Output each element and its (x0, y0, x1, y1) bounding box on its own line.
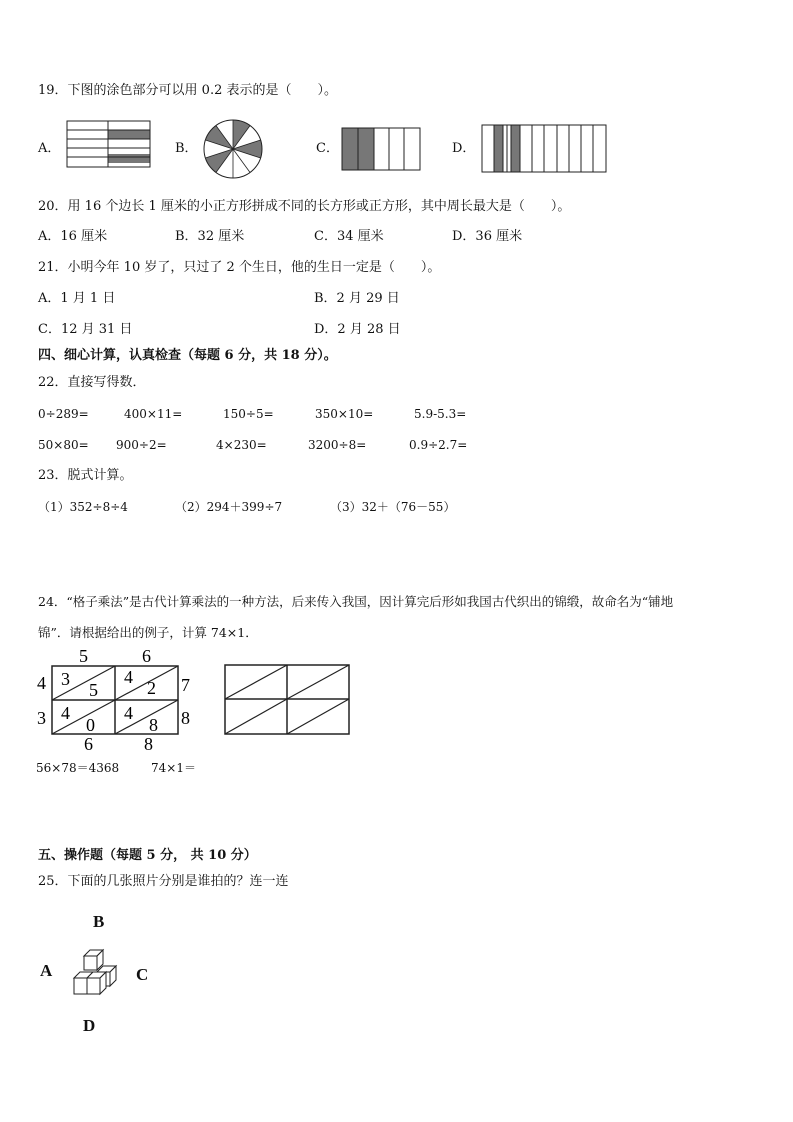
q19-figure-d (481, 124, 608, 174)
q22-item: 3200÷8= (308, 438, 367, 452)
q19-option-a-label[interactable]: A． (38, 141, 61, 156)
q19-option-c-label[interactable]: C． (316, 141, 339, 156)
q22-item: 350×10= (315, 407, 374, 421)
q20-option-d[interactable]: D．36 厘米 (452, 229, 523, 244)
q19-option-b-label[interactable]: B． (175, 141, 198, 156)
lattice-top-digit: 6 (142, 646, 151, 666)
q23-item-2: （2）294＋399÷7 (175, 500, 283, 514)
q21-stem: 21．小明今年 10 岁了，只过了 2 个生日，他的生日一定是（ ）。 (38, 260, 441, 275)
q25-label-d: D (83, 1016, 96, 1035)
q20-stem: 20．用 16 个边长 1 厘米的小正方形拼成不同的长方形或正方形，其中周长最大是（ ）。 (38, 199, 571, 214)
q22-item: 5.9-5.3= (414, 407, 467, 421)
lattice-cell-digit: 8 (149, 715, 158, 735)
q20-option-a[interactable]: A．16 厘米 (38, 229, 108, 244)
q20-option-c[interactable]: C．34 厘米 (314, 229, 384, 244)
lattice-left-digit: 3 (37, 708, 46, 728)
q19-figure-a (66, 120, 152, 168)
lattice-cell-digit: 4 (61, 703, 70, 723)
lattice-right-digit: 7 (181, 675, 190, 695)
q21-option-b[interactable]: B．2 月 29 日 (314, 291, 400, 306)
q20-option-b[interactable]: B．32 厘米 (175, 229, 245, 244)
q22-item: 900÷2= (116, 438, 167, 452)
q19-figure-c (341, 127, 421, 172)
q24-stem-line1: 24．“格子乘法”是古代计算乘法的一种方法，后来传入我国，因计算完后形如我国古代织出的锦缎，故命名为“铺地 (38, 594, 674, 609)
lattice-cell-digit: 5 (89, 680, 98, 700)
lattice-example (35, 648, 195, 753)
q21-option-a[interactable]: A．1 月 1 日 (38, 291, 116, 306)
lattice-right-digit: 8 (181, 708, 190, 728)
q19-figure-b (203, 119, 263, 179)
lattice-left-digit: 4 (37, 673, 46, 693)
q22-item: 400×11= (124, 407, 183, 421)
q25-label-c: C (136, 965, 149, 984)
lattice-bottom-digit: 8 (144, 734, 153, 754)
q22-item: 0.9÷2.7= (409, 438, 468, 452)
q19-option-d-label[interactable]: D． (452, 141, 476, 156)
q21-option-d[interactable]: D．2 月 28 日 (314, 322, 401, 337)
q22-item: 150÷5= (223, 407, 274, 421)
q22-item: 50×80= (38, 438, 89, 452)
q23-stem: 23．脱式计算。 (38, 468, 133, 483)
q25-stem: 25．下面的几张照片分别是谁拍的？连一连 (38, 874, 289, 889)
lattice-cell-digit: 4 (124, 667, 133, 687)
lattice-cell-digit: 4 (124, 703, 133, 723)
q22-item: 4×230= (216, 438, 267, 452)
q25-label-b: B (93, 912, 105, 931)
q24-stem-line2: 锦”．请根据给出的例子，计算 74×1． (38, 625, 258, 640)
cube-stack-figure (70, 948, 120, 1002)
q22-item: 0÷289= (38, 407, 89, 421)
q24-example: 56×78＝4368 (36, 761, 120, 775)
lattice-cell-digit: 3 (61, 669, 70, 689)
lattice-cell-digit: 2 (147, 678, 156, 698)
q23-item-3: （3）32＋（76－55） (330, 500, 456, 514)
q21-option-c[interactable]: C．12 月 31 日 (38, 322, 133, 337)
lattice-top-digit: 5 (79, 646, 88, 666)
lattice-blank[interactable] (224, 664, 350, 736)
q19-stem: 19．下图的涂色部分可以用 0.2 表示的是（ ）。 (38, 83, 337, 98)
q25-label-a: A (40, 961, 53, 980)
section-5-heading: 五、操作题（每题 5 分， 共 10 分） (38, 848, 257, 863)
lattice-bottom-digit: 6 (84, 734, 93, 754)
section-4-heading: 四、细心计算，认真检查（每题 6 分，共 18 分）。 (38, 348, 337, 363)
lattice-cell-digit: 0 (86, 715, 95, 735)
q24-task: 74×1＝ (151, 761, 196, 775)
q22-stem: 22．直接写得数． (38, 375, 146, 390)
q23-item-1: （1）352÷8÷4 (38, 500, 128, 514)
